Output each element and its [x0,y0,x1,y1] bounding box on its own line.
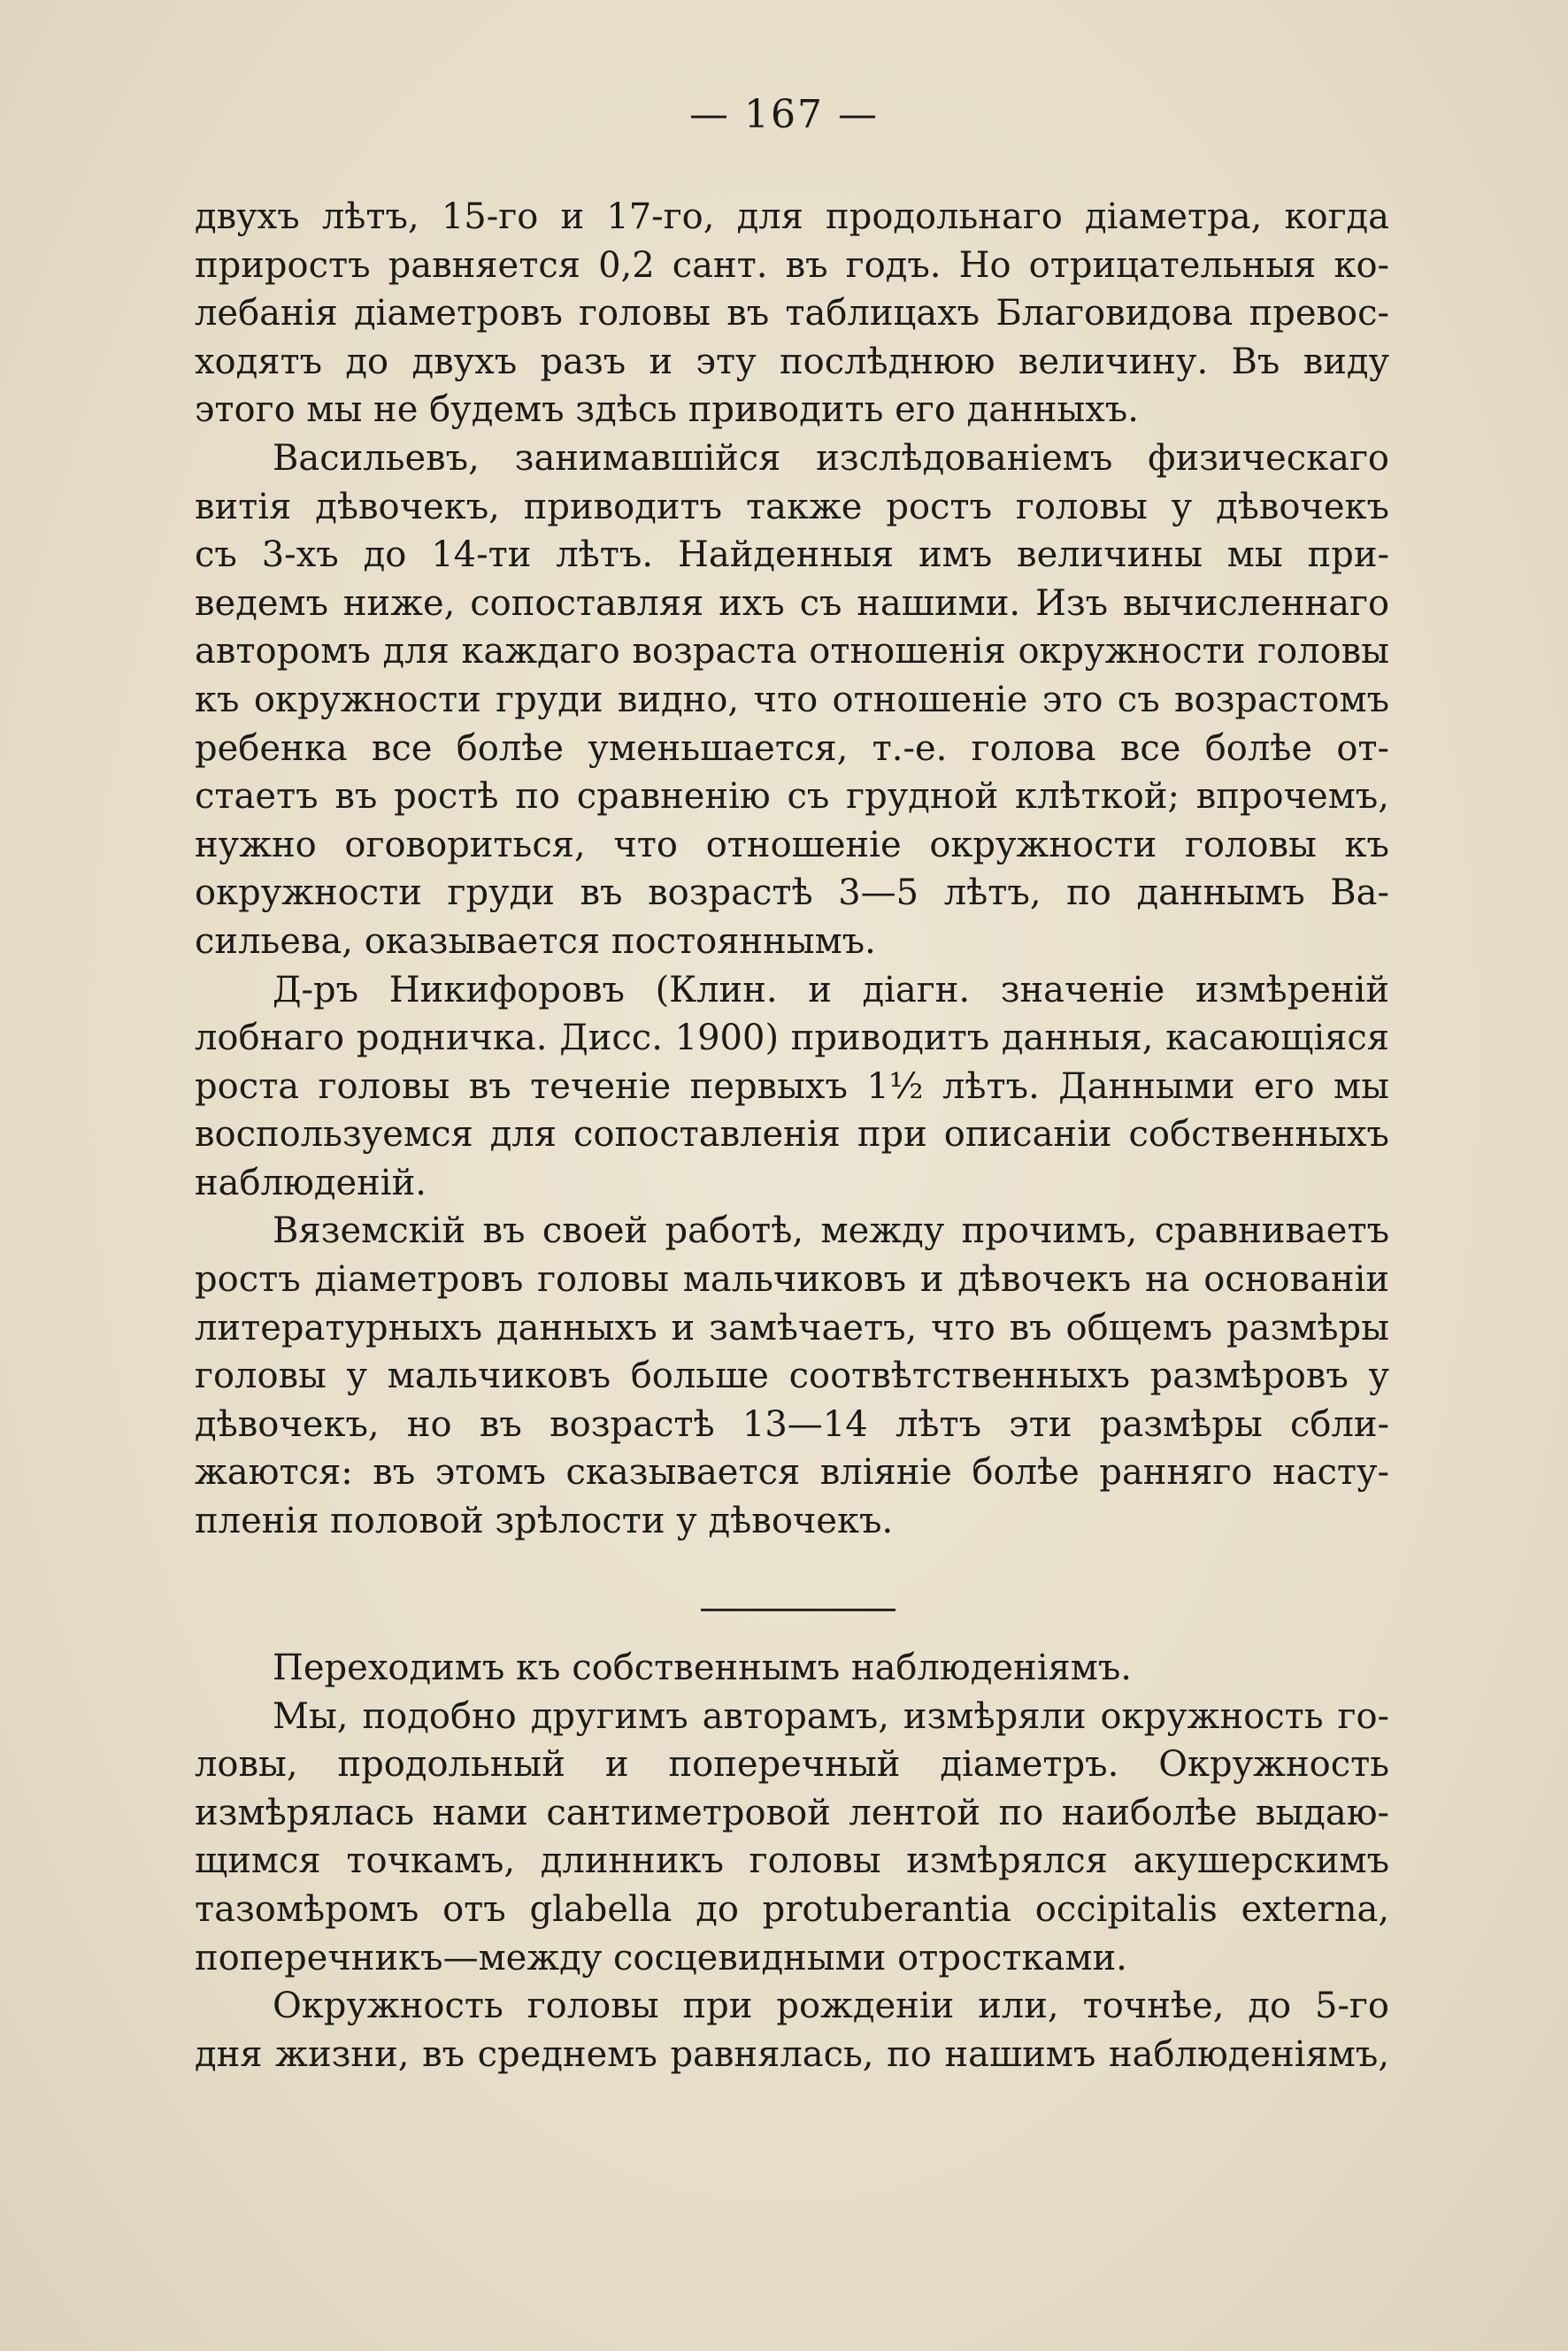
text-line: лебанія діаметровъ головы въ таблицахъ Благовидова превос- [195,293,1389,334]
text-line: щимся точкамъ, длинникъ головы измѣрялся акушерскимъ [195,1840,1389,1882]
text-line: ведемъ ниже, сопоставляя ихъ съ нашими. Изъ вычисленнаго [195,582,1389,624]
text-line: сильева, оказывается постояннымъ. [195,920,876,962]
text-line: литературныхъ данныхъ и замѣчаетъ, что въ общемъ размѣры [195,1307,1389,1348]
text-line: лобнаго родничка. Дисс. 1900) приводитъ данныя, касающіяся [195,1018,1389,1059]
text-line: жаются: въ этомъ сказывается вліяніе болѣе ранняго насту- [195,1452,1389,1494]
text-line: стаетъ въ ростѣ по сравненію съ грудной клѣткой; впрочемъ, [195,776,1389,818]
text-line: Васильевъ, занимавшійся изслѣдованіемъ физическаго [273,437,1389,479]
text-line: поперечникъ—между сосцевидными отростками. [195,1937,1127,1978]
text-line: Мы, подобно другимъ авторамъ, измѣряли окружность го- [273,1695,1389,1737]
text-line: окружности груди въ возрастѣ 3—5 лѣтъ, по даннымъ Ва- [195,872,1389,914]
text-line: ребенка все болѣе уменьшается, т.-е. голова все болѣе от- [195,727,1389,769]
text-line: Окружность головы при рожденіи или, точнѣе, до 5-го [273,1986,1389,2027]
text-line: ловы, продольный и поперечный діаметръ. Окружность [195,1744,1389,1786]
text-line: дня жизни, въ среднемъ равнялась, по нашимъ наблюденіямъ, [195,2033,1389,2075]
text-line: измѣрялась нами сантиметровой лентой по наиболѣе выдаю- [195,1792,1389,1833]
text-line: дѣвочекъ, но въ возрастѣ 13—14 лѣтъ эти размѣры сбли- [195,1403,1389,1445]
text-line: витія дѣвочекъ, приводитъ также ростъ головы у дѣвочекъ [195,486,1389,527]
text-line: авторомъ для каждаго возраста отношенія окружности головы [195,631,1389,672]
text-line: воспользуемся для сопоставленія при описаніи собственныхъ [195,1114,1389,1156]
text-line: ростъ діаметровъ головы мальчиковъ и дѣвочекъ на основаніи [195,1259,1389,1301]
text-line: ходятъ до двухъ разъ и эту послѣднюю величину. Въ виду [195,341,1389,382]
section-heading: Переходимъ къ собственнымъ наблюденіямъ. [273,1648,1133,1688]
text-line: тазомѣромъ отъ glabella до protuberantia occipitalis externa, [195,1888,1389,1930]
section-divider [701,1609,895,1611]
text-block-upper [195,193,1389,1546]
text-line: нужно оговориться, что отношеніе окружности головы къ [195,824,1389,865]
text-line: этого мы не будемъ здѣсь приводить его данныхъ. [195,389,1139,431]
text-line: головы у мальчиковъ больше соотвѣтственныхъ размѣровъ у [195,1356,1389,1397]
text-line: наблюденій. [195,1162,427,1203]
text-line: приростъ равняется 0,2 сант. въ годъ. Но отрицательныя ко- [195,244,1389,286]
text-line: двухъ лѣтъ, 15-го и 17-го, для продольнаго діаметра, когда [195,196,1389,237]
text-line: роста головы въ теченіе первыхъ 1½ лѣтъ. Данными его мы [195,1065,1389,1107]
text-line: пленія половой зрѣлости у дѣвочекъ. [195,1501,894,1542]
page-number: — 167 — [689,92,879,137]
text-line: къ окружности груди видно, что отношеніе это съ возрастомъ [195,679,1389,720]
text-block-lower [195,1644,1389,2078]
text-line: съ 3-хъ до 14-ти лѣтъ. Найденныя имъ величины мы при- [195,534,1389,576]
text-line: Вяземскій въ своей работѣ, между прочимъ, сравниваетъ [273,1210,1389,1252]
text-line: Д-ръ Никифоровъ (Клин. и діагн. значеніе измѣреній [273,969,1389,1010]
